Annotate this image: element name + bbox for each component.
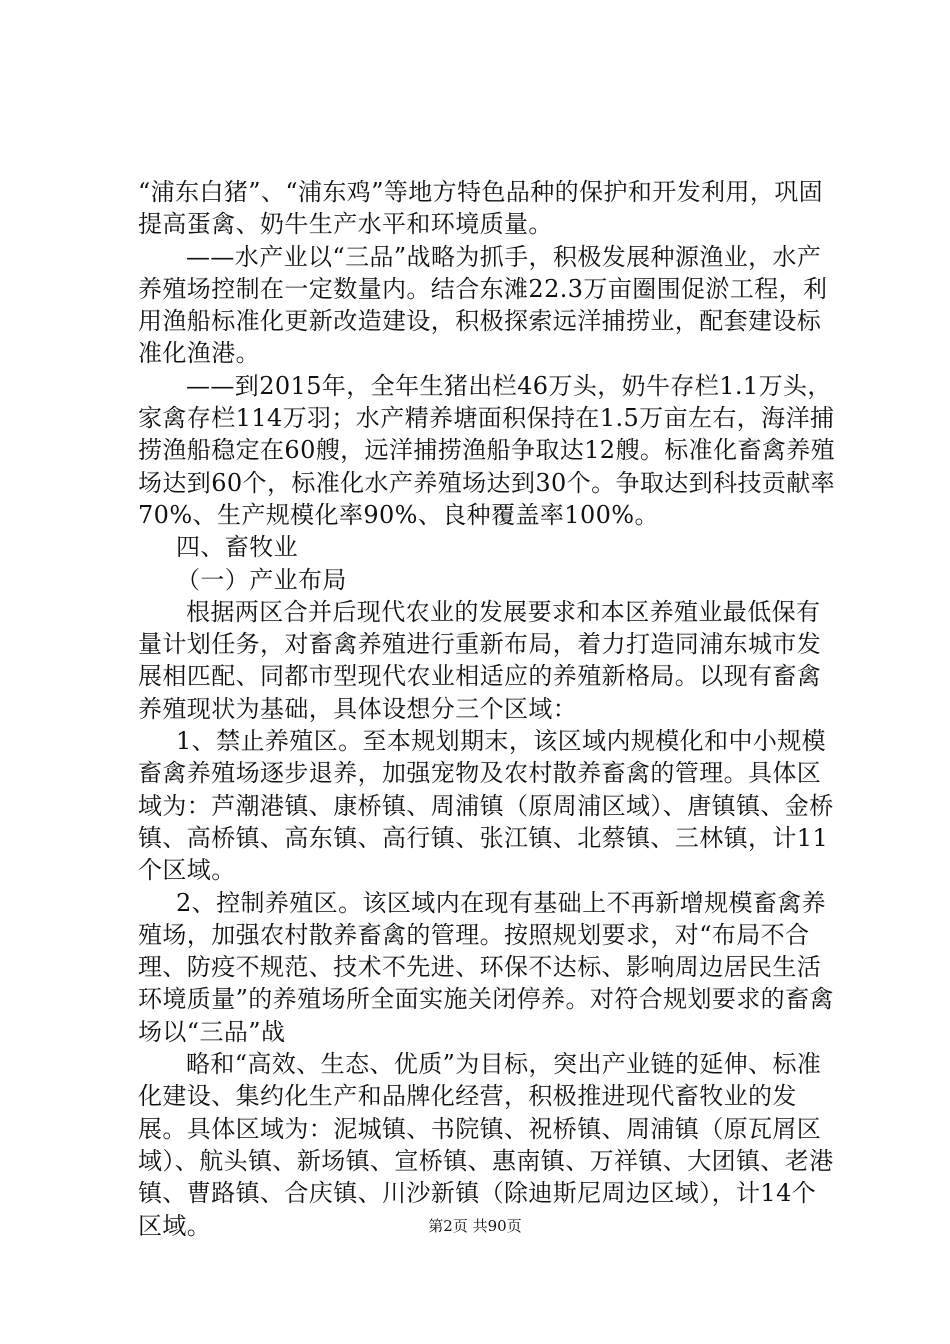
paragraph-2015-targets: ——到2015年，全年生猪出栏46万头，奶牛存栏1.1万头，家禽存栏114万羽；水产精养塘面积保持在1.5万亩左右，海洋捕捞渔船稳定在60艘，远洋捕捞渔船争取达12艘。标准化畜禽养殖场达到60个，标准化水产养殖场达到30个。争取达到科技贡献率70%、生产规模化率90%、良种覆盖率100%。: [138, 371, 836, 529]
paragraph-local-breeds: “浦东白猪”、“浦东鸡”等地方特色品种的保护和开发利用，巩固提高蛋禽、奶牛生产水平和环境质量。: [138, 178, 824, 239]
paragraph-layout-intro: 根据两区合并后现代农业的发展要求和本区养殖业最低保有量计划任务，对畜禽养殖进行重新布局，着力打造同浦东城市发展相匹配、同都市型现代农业相适应的养殖新格局。以现有畜禽养殖现状为基础，具体设想分三个区域：: [138, 597, 822, 723]
section-heading-livestock: 四、畜牧业: [176, 533, 298, 562]
document-body: [138, 176, 838, 1242]
paragraph-controlled-zone-continued: 略和“高效、生态、优质”为目标，突出产业链的延伸、标准化建设、集约化生产和品牌化经营，积极推进现代畜牧业的发展。具体区域为：泥城镇、书院镇、祝桥镇、周浦镇（原瓦屑区域）、航头镇、新场镇、宣桥镇、惠南镇、万祥镇、大团镇、老港镇、曹路镇、合庆镇、川沙新镇（除迪斯尼周边区域），计14个区域。: [138, 1050, 834, 1240]
paragraph-prohibited-zone: 1、禁止养殖区。至本规划期末，该区域内规模化和中小规模畜禽养殖场逐步退养，加强宠物及农村散养畜禽的管理。具体区域为：芦潮港镇、康桥镇、周浦镇（原周浦区域）、唐镇镇、金桥镇、高桥镇、高东镇、高行镇、张江镇、北蔡镇、三林镇，计11个区域。: [138, 727, 834, 885]
paragraph-controlled-zone: 2、控制养殖区。该区域内在现有基础上不再新增规模畜禽养殖场，加强农村散养畜禽的管理。按照规划要求，对“布局不合理、防疫不规范、技术不先进、环保不达标、影响周边居民生活环境质量”的养殖场所全面实施关闭停养。对符合规划要求的畜禽场以“三品”战: [138, 888, 834, 1046]
paragraph-aquaculture: ——水产业以“三品”战略为抓手，积极发展种源渔业，水产养殖场控制在一定数量内。结合东滩22.3万亩圈围促淤工程，利用渔船标准化更新改造建设，积极探索远洋捕捞业，配套建设标准化渔港。: [138, 242, 828, 368]
page-footer: [0, 1216, 950, 1236]
page-number: 第2页 共90页: [428, 1217, 522, 1235]
subsection-heading-layout: （一）产业布局: [176, 565, 347, 594]
